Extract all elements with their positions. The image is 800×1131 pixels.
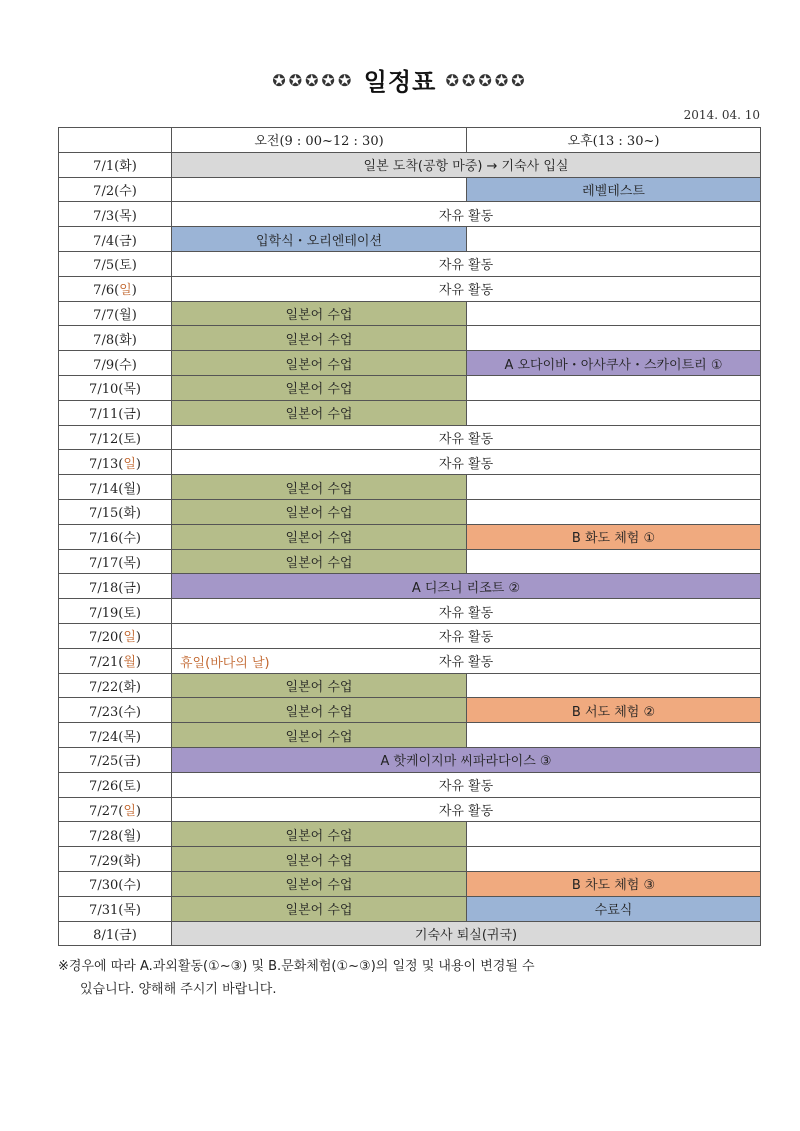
full-day-cell [172,574,761,599]
date-suffix: ) [135,431,141,447]
full-day-cell [172,276,761,301]
date-suffix: ) [131,357,137,373]
weekday: 토 [123,431,136,447]
header-row [59,128,761,153]
am-cell: 입학식・오리엔테이션 [172,227,467,252]
weekday: 수 [119,357,132,373]
table-row [59,425,761,450]
date-prefix: 7/10( [89,382,124,398]
date-suffix: ) [135,878,141,894]
pm-cell: 레벨테스트 [467,177,761,202]
weekday: 화 [123,506,136,522]
date-suffix: ) [131,927,137,943]
date-cell [59,599,172,624]
table-row [59,772,761,797]
am-cell: 일본어 수업 [172,301,467,326]
date-cell [59,326,172,351]
header-date [59,128,172,153]
date-prefix: 7/30( [89,878,124,894]
date-suffix: ) [131,258,137,274]
date-cell [59,400,172,425]
date-suffix: ) [135,456,141,472]
weekday: 일 [119,283,132,299]
full-day-cell [172,623,761,648]
table-row [59,276,761,301]
date-prefix: 7/2( [93,183,120,199]
date-suffix: ) [135,506,141,522]
date-cell [59,797,172,822]
full-day-cell [172,599,761,624]
weekday: 월 [123,655,136,671]
weekday: 월 [123,481,136,497]
table-row [59,499,761,524]
activity-text: A 핫케이지마 씨파라다이스 ③ [380,754,552,770]
weekday: 금 [123,580,136,596]
activity-text: 자유 활동 [438,208,494,224]
date-cell [59,475,172,500]
activity-text: 자유 활동 [438,630,494,646]
weekday: 수 [123,531,136,547]
title-left-stars: ✪✪✪✪✪ [272,71,355,90]
date-prefix: 7/29( [89,853,124,869]
date-suffix: ) [135,828,141,844]
table-row [59,648,761,673]
date-prefix: 7/26( [89,779,124,795]
pm-cell [467,673,761,698]
weekday: 월 [119,307,132,323]
title-right-stars: ✪✪✪✪✪ [445,71,528,90]
table-row [59,152,761,177]
weekday: 토 [123,779,136,795]
date-prefix: 7/18( [89,580,124,596]
date-suffix: ) [135,555,141,571]
pm-cell [467,822,761,847]
weekday: 목 [123,729,136,745]
table-row [59,301,761,326]
weekday: 화 [119,159,132,175]
date-cell [59,202,172,227]
date-prefix: 7/4( [93,233,120,249]
am-cell: 일본어 수업 [172,723,467,748]
activity-text: 기숙사 퇴실(귀국) [414,927,518,943]
date-prefix: 7/9( [93,357,120,373]
am-cell: 일본어 수업 [172,499,467,524]
am-cell: 일본어 수업 [172,549,467,574]
am-cell: 일본어 수업 [172,375,467,400]
activity-text: 자유 활동 [438,456,494,472]
date-suffix: ) [135,531,141,547]
am-cell [172,177,467,202]
am-cell: 일본어 수업 [172,326,467,351]
pm-cell: B 서도 체험 ② [467,698,761,723]
weekday: 목 [123,903,136,919]
date-suffix: ) [131,183,137,199]
date-cell [59,375,172,400]
am-cell: 일본어 수업 [172,698,467,723]
date-cell [59,623,172,648]
table-row [59,896,761,921]
full-day-cell [172,772,761,797]
date-cell [59,276,172,301]
pm-cell: 수료식 [467,896,761,921]
am-cell: 일본어 수업 [172,524,467,549]
date-prefix: 7/12( [89,431,124,447]
am-cell: 일본어 수업 [172,351,467,376]
date-cell [59,673,172,698]
pm-cell: A 오다이바・아사쿠사・스카이트리 ① [467,351,761,376]
table-row [59,202,761,227]
weekday: 일 [123,456,136,472]
table-row [59,251,761,276]
weekday: 목 [123,382,136,398]
am-cell: 일본어 수업 [172,847,467,872]
full-day-cell [172,648,761,673]
table-row [59,351,761,376]
pm-cell: B 차도 체험 ③ [467,871,761,896]
am-cell: 일본어 수업 [172,896,467,921]
date-suffix: ) [131,307,137,323]
pm-cell [467,301,761,326]
full-day-cell [172,921,761,946]
pm-cell: B 화도 체험 ① [467,524,761,549]
date-prefix: 7/5( [93,258,120,274]
full-day-cell [172,152,761,177]
pm-cell [467,326,761,351]
footnote-line-2: 있습니다. 양해해 주시기 바랍니다. [80,982,277,997]
header-am: 오전(9 : 00~12 : 30) [172,128,467,153]
table-row [59,673,761,698]
pm-cell [467,549,761,574]
date-prefix: 7/28( [89,828,124,844]
table-row [59,375,761,400]
date-prefix: 7/25( [89,754,124,770]
weekday: 수 [123,878,136,894]
date-prefix: 7/3( [93,208,120,224]
date-prefix: 7/23( [89,704,124,720]
weekday: 화 [123,679,136,695]
date-suffix: ) [135,903,141,919]
table-row [59,747,761,772]
document-date: 2014. 04. 10 [683,108,760,122]
date-suffix: ) [131,233,137,249]
activity-text: 자유 활동 [438,655,494,671]
date-prefix: 7/20( [89,630,124,646]
weekday: 수 [123,704,136,720]
activity-text: 자유 활동 [438,779,494,795]
date-cell [59,747,172,772]
activity-text: A 디즈니 리조트 ② [411,580,521,596]
activity-text: 일본 도착(공항 마중) → 기숙사 입실 [363,159,569,175]
activity-text: 자유 활동 [438,258,494,274]
date-suffix: ) [131,332,137,348]
table-row [59,698,761,723]
weekday: 금 [119,927,132,943]
full-day-cell [172,747,761,772]
pm-cell [467,475,761,500]
table-row [59,549,761,574]
date-prefix: 7/7( [93,307,120,323]
date-prefix: 7/6( [93,283,120,299]
date-prefix: 7/22( [89,679,124,695]
date-cell [59,574,172,599]
full-day-cell [172,251,761,276]
full-day-cell [172,202,761,227]
am-cell: 일본어 수업 [172,822,467,847]
weekday: 금 [123,407,136,423]
footnote [58,955,758,1001]
date-prefix: 7/15( [89,506,124,522]
date-suffix: ) [135,407,141,423]
am-cell: 일본어 수업 [172,871,467,896]
table-row [59,450,761,475]
table-row [59,871,761,896]
date-suffix: ) [135,679,141,695]
am-cell: 일본어 수업 [172,400,467,425]
table-row [59,177,761,202]
date-cell [59,499,172,524]
date-suffix: ) [135,580,141,596]
activity-text: 자유 활동 [438,431,494,447]
activity-text: 자유 활동 [438,605,494,621]
weekday: 금 [119,233,132,249]
date-cell [59,723,172,748]
date-suffix: ) [135,779,141,795]
am-cell: 일본어 수업 [172,673,467,698]
schedule-table [58,127,761,946]
date-prefix: 7/24( [89,729,124,745]
date-cell [59,450,172,475]
weekday: 목 [119,208,132,224]
date-prefix: 7/19( [89,605,124,621]
date-cell [59,524,172,549]
table-row [59,227,761,252]
date-cell [59,152,172,177]
date-cell [59,425,172,450]
date-cell [59,177,172,202]
full-day-cell [172,450,761,475]
weekday: 일 [123,630,136,646]
date-cell [59,822,172,847]
weekday: 토 [119,258,132,274]
date-cell [59,896,172,921]
date-suffix: ) [135,382,141,398]
full-day-cell [172,425,761,450]
date-suffix: ) [135,655,141,671]
table-row [59,921,761,946]
table-row [59,623,761,648]
date-suffix: ) [135,729,141,745]
date-cell [59,549,172,574]
page-title [0,62,800,97]
date-cell [59,698,172,723]
table-row [59,797,761,822]
date-cell [59,351,172,376]
date-prefix: 7/8( [93,332,120,348]
date-suffix: ) [135,704,141,720]
pm-cell [467,847,761,872]
header-pm: 오후(13 : 30~) [467,128,761,153]
am-cell: 일본어 수업 [172,475,467,500]
date-prefix: 7/27( [89,803,124,819]
table-row [59,822,761,847]
date-suffix: ) [135,803,141,819]
date-prefix: 7/1( [93,159,120,175]
date-suffix: ) [131,159,137,175]
date-cell [59,871,172,896]
date-prefix: 7/31( [89,903,124,919]
date-cell [59,847,172,872]
date-prefix: 7/16( [89,531,124,547]
date-prefix: 7/21( [89,655,124,671]
date-prefix: 7/13( [89,456,124,472]
date-suffix: ) [135,481,141,497]
date-cell [59,772,172,797]
weekday: 수 [119,183,132,199]
date-prefix: 7/11( [89,407,124,423]
activity-text: 자유 활동 [438,803,494,819]
pm-cell [467,400,761,425]
pm-cell [467,375,761,400]
date-cell [59,648,172,673]
date-suffix: ) [135,754,141,770]
weekday: 화 [119,332,132,348]
weekday: 금 [123,754,136,770]
date-suffix: ) [135,605,141,621]
table-row [59,326,761,351]
table-row [59,400,761,425]
pm-cell [467,499,761,524]
activity-text: 자유 활동 [438,283,494,299]
pm-cell [467,723,761,748]
date-cell [59,227,172,252]
table-row [59,847,761,872]
holiday-label: 휴일(바다의 날) [180,655,270,671]
weekday: 일 [123,803,136,819]
date-cell [59,251,172,276]
date-prefix: 8/1( [93,927,120,943]
date-cell [59,921,172,946]
pm-cell [467,227,761,252]
table-row [59,599,761,624]
weekday: 목 [123,555,136,571]
table-row [59,574,761,599]
weekday: 토 [123,605,136,621]
date-suffix: ) [135,853,141,869]
footnote-line-1: ※경우에 따라 A.과외활동(①~③) 및 B.문화체험(①~③)의 일정 및 내용이 변경될 수 [58,959,535,974]
table-row [59,524,761,549]
date-cell [59,301,172,326]
date-prefix: 7/14( [89,481,124,497]
date-suffix: ) [131,283,137,299]
full-day-cell [172,797,761,822]
date-suffix: ) [131,208,137,224]
date-prefix: 7/17( [89,555,124,571]
table-row [59,723,761,748]
weekday: 화 [123,853,136,869]
title-text: 일정표 [363,68,437,96]
table-row [59,475,761,500]
weekday: 월 [123,828,136,844]
date-suffix: ) [135,630,141,646]
